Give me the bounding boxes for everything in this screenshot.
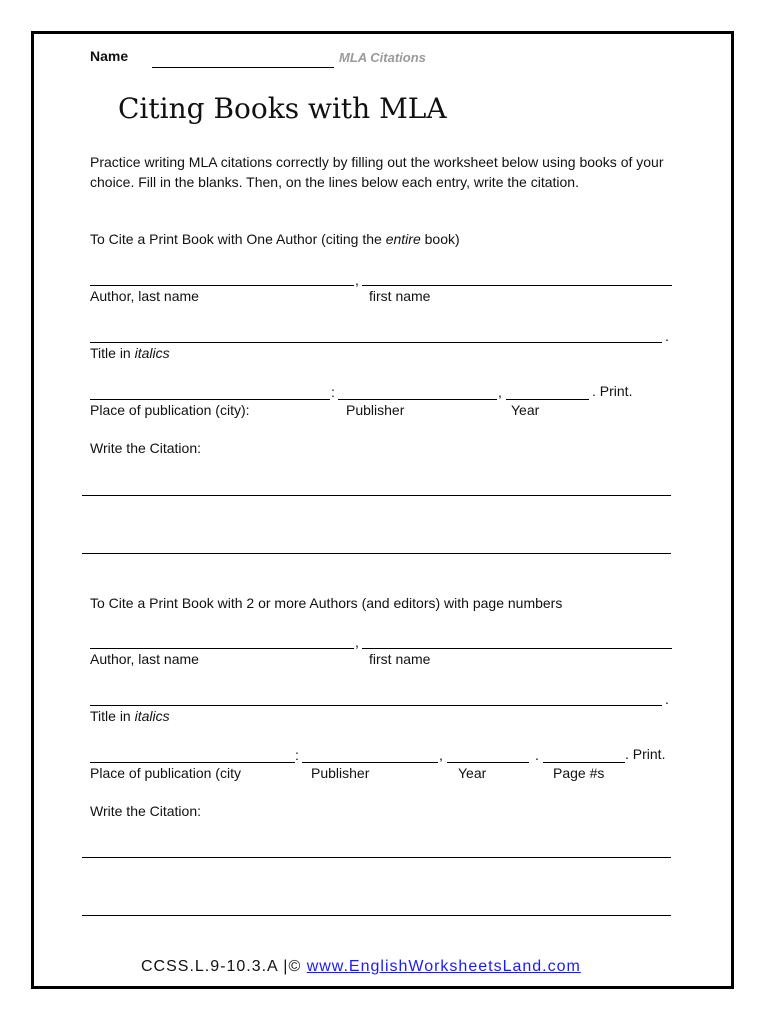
s2-place-blank[interactable] xyxy=(90,762,295,763)
s2-title-blank[interactable] xyxy=(90,705,662,706)
s2-write-label: Write the Citation: xyxy=(90,803,202,819)
s2-author-last-label: Author, last name xyxy=(90,651,199,667)
s2-publisher-blank[interactable] xyxy=(302,762,438,763)
s2-year-blank[interactable] xyxy=(447,762,529,763)
page-title: Citing Books with MLA xyxy=(118,92,447,125)
s2-citation-line-1[interactable] xyxy=(82,857,671,858)
s2-first-name-label: first name xyxy=(369,651,431,667)
s1-place-label: Place of publication (city): xyxy=(90,402,250,418)
s2-publisher-label: Publisher xyxy=(311,765,370,781)
footer xyxy=(141,958,581,976)
s2-comma: , xyxy=(355,634,359,650)
s1-title-label: Title in italics xyxy=(90,345,170,361)
s2-author-last-blank[interactable] xyxy=(90,648,354,649)
s1-publisher-blank[interactable] xyxy=(338,399,497,400)
s1-print-text: . Print. xyxy=(592,383,633,399)
s2-print-text: . Print. xyxy=(625,746,666,762)
s1-comma2: , xyxy=(498,384,502,400)
s2-title-period: . xyxy=(665,691,669,707)
s1-year-blank[interactable] xyxy=(506,399,589,400)
s2-colon: : xyxy=(295,747,299,763)
s1-comma: , xyxy=(355,272,359,288)
s2-title-label: Title in italics xyxy=(90,708,170,724)
s2-period2: . xyxy=(535,747,539,763)
s1-colon: : xyxy=(331,384,335,400)
s2-place-label: Place of publication (city xyxy=(90,765,241,781)
s1-citation-line-1[interactable] xyxy=(82,495,671,496)
s1-title-blank[interactable] xyxy=(90,342,662,343)
s2-comma2: , xyxy=(439,747,443,763)
subject-label: MLA Citations xyxy=(339,50,426,65)
section1-heading: To Cite a Print Book with One Author (citing the entire book) xyxy=(90,231,460,247)
website-link[interactable]: www.EnglishWorksheetsLand.com xyxy=(306,958,581,975)
s1-first-name-blank[interactable] xyxy=(362,285,672,286)
standard-code: CCSS.L.9-10.3.A |© xyxy=(141,958,302,975)
s2-first-name-blank[interactable] xyxy=(362,648,672,649)
s2-citation-line-2[interactable] xyxy=(82,915,671,916)
s1-author-last-label: Author, last name xyxy=(90,288,199,304)
s2-pages-label: Page #s xyxy=(553,765,605,781)
s1-write-label: Write the Citation: xyxy=(90,440,202,456)
name-field[interactable] xyxy=(152,67,334,68)
name-label: Name xyxy=(90,48,129,64)
s2-year-label: Year xyxy=(458,765,487,781)
s1-year-label: Year xyxy=(511,402,540,418)
s1-publisher-label: Publisher xyxy=(346,402,405,418)
s2-pages-blank[interactable] xyxy=(543,762,625,763)
s1-title-period: . xyxy=(665,328,669,344)
section2-heading: To Cite a Print Book with 2 or more Authors (and editors) with page numbers xyxy=(90,595,563,611)
s1-place-blank[interactable] xyxy=(90,399,330,400)
intro-text: Practice writing MLA citations correctly by filling out the worksheet below using books of your choice. Fill in the blanks. Then, on the lines below each entry, write the citation. xyxy=(90,154,664,190)
s1-citation-line-2[interactable] xyxy=(82,553,671,554)
s1-author-last-blank[interactable] xyxy=(90,285,354,286)
s1-first-name-label: first name xyxy=(369,288,431,304)
